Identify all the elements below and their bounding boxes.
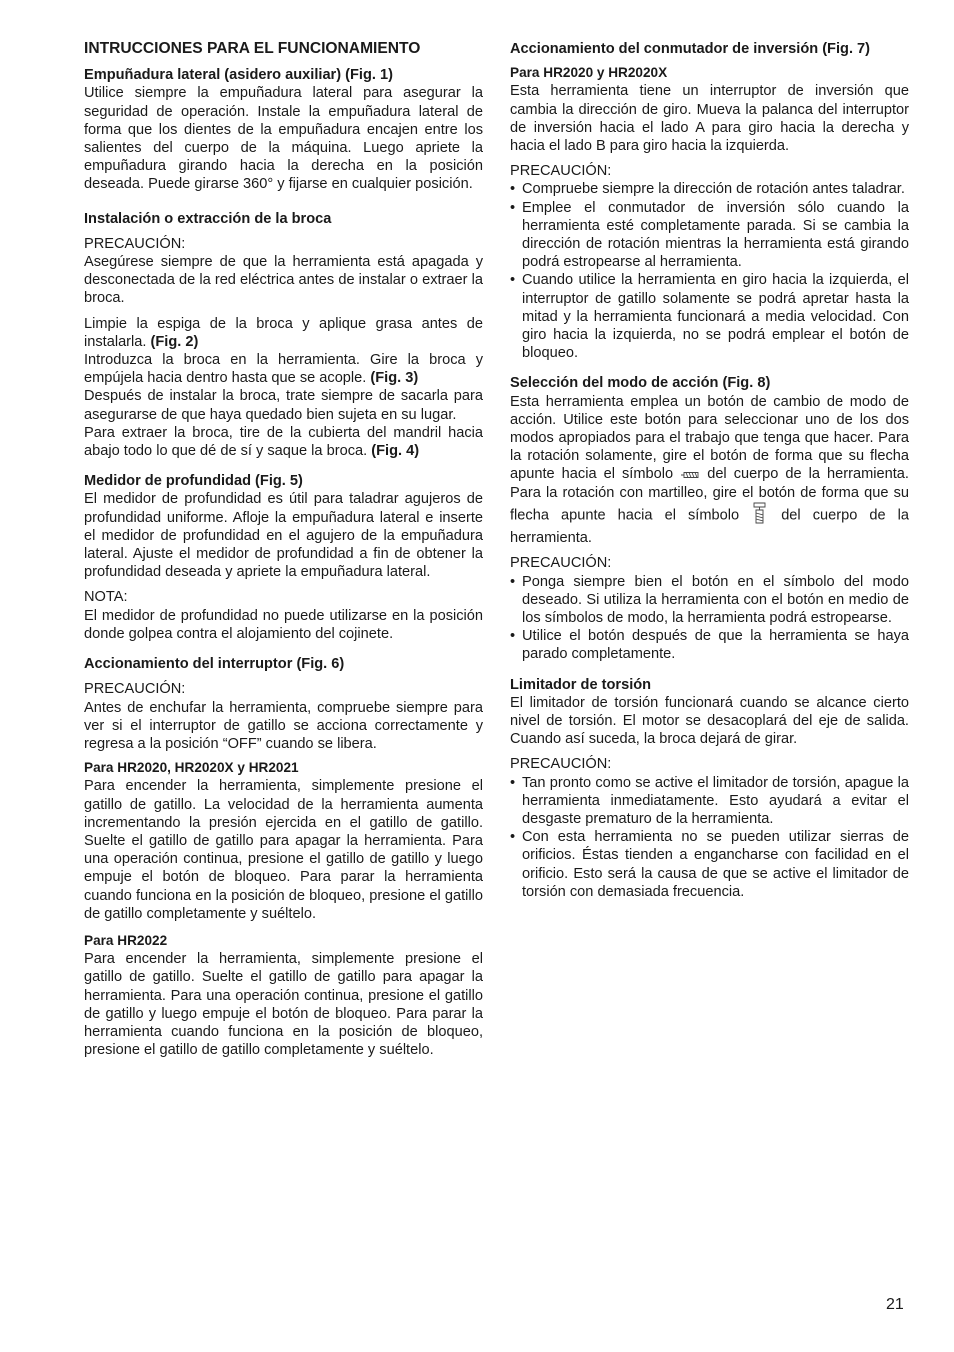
- reverse-switch-caution-label: PRECAUCIÓN:: [510, 163, 612, 180]
- reverse-switch-heading: Accionamiento del conmutador de inversión (Fig. 7): [510, 41, 871, 57]
- bit-install-p4: [84, 424, 483, 460]
- torque-limiter-text: El limitador de torsión funcionará cuando se alcance cierto nivel de torsión. El motor se desacoplará del eje de salida. Cuando así suceda, la broca dejará de girar.: [510, 694, 909, 748]
- drill-bit-rotation-icon: [680, 466, 700, 484]
- action-mode-text-b: del cuerpo de la herramienta. Para la rotación con martilleo, gire el botón de forma que su flecha apunte hacia el símbolo: [510, 466, 909, 524]
- torque-limiter-caution-label: PRECAUCIÓN:: [510, 756, 612, 773]
- fig-2-ref: (Fig. 2): [150, 333, 199, 350]
- switch-caution-label: PRECAUCIÓN:: [84, 681, 186, 698]
- switch-sub1-heading: Para HR2020, HR2020X y HR2021: [84, 760, 299, 776]
- list-item: • Cuando utilice la herramienta en giro hacia la izquierda, el interruptor de gatillo solamente se podrá apretar hasta la mitad y la herramienta funcionará a media velocidad. Con giro hacia la izquierda, no se podrá emplear el botón de bloqueo.: [510, 271, 909, 362]
- action-mode-text: [510, 393, 909, 548]
- switch-sub1-text: Para encender la herramienta, simplemente presione el gatillo de gatillo. La velocidad de la herramienta aumenta incrementando la presión ejercida en el gatillo de gatillo. Suelte el gatillo de gatillo para apagar la herramienta. Para una operación continua, presione el gatillo de gatillo y luego empuje el botón de bloqueo. Para parar la herramienta cuando funciona en la posición de bloqueo, presione el gatillo de gatillo completamente y suéltelo.: [84, 778, 483, 922]
- action-mode-caution-label: PRECAUCIÓN:: [510, 555, 612, 572]
- hammer-rotation-icon: [751, 502, 769, 529]
- list-item: • Tan pronto como se active el limitador de torsión, apague la herramienta inmediatamente. Esto ayudará a evitar el desgaste prematuro de la herramienta.: [510, 774, 909, 829]
- bit-install-caution-label: PRECAUCIÓN:: [84, 235, 186, 252]
- bit-install-caution-text: Asegúrese siempre de que la herramienta está apagada y desconectada de la red eléctrica antes de instalar o extraer la broca.: [84, 254, 483, 307]
- switch-caution-text: Antes de enchufar la herramienta, compruebe siempre para ver si el interruptor de gatillo se acciona correctamente y regresa a la posición “OFF” cuando se libera.: [84, 699, 483, 752]
- bit-install-p1-text: Limpie la espiga de la broca y aplique grasa antes de instalarla.: [84, 315, 483, 350]
- side-handle-text: Utilice siempre la empuñadura lateral para asegurar la seguridad de operación. Instale la empuñadura lateral de forma que los dientes de la empuñadura encajen entre los salientes del cuerpo de la máquina. Luego apriete la empuñadura girando hacia la derecha en la posición deseada. Puede girarse 360° y fijarse en cualquier posición.: [84, 85, 483, 193]
- torque-limiter-heading: Limitador de torsión: [510, 676, 652, 693]
- reverse-switch-sub-heading: Para HR2020 y HR2020X: [510, 65, 668, 81]
- depth-gauge-heading: Medidor de profundidad (Fig. 5): [84, 473, 303, 490]
- list-item: • Compruebe siempre la dirección de rotación antes taladrar.: [510, 180, 909, 198]
- bit-install-p1: [84, 315, 483, 351]
- list-item: • Ponga siempre bien el botón en el símbolo del modo deseado. Si utiliza la herramienta con el botón en medio de los símbolos de modo, la herramienta podrá estropearse.: [510, 573, 909, 628]
- bit-install-p2-text: Introduzca la broca en la herramienta. Gire la broca y empújela hacia dentro hasta que se acople.: [84, 352, 483, 387]
- bit-install-p2: [84, 351, 483, 387]
- side-handle-heading: Empuñadura lateral (asidero auxiliar) (Fig. 1): [84, 67, 393, 84]
- reverse-switch-text: Esta herramienta tiene un interruptor de inversión que cambia la dirección de giro. Mueva la palanca del interruptor de inversión hacia el lado A para giro hacia la derecha y hacia el lado B para giro hacia la izquierda.: [510, 83, 909, 155]
- bit-install-heading: Instalación o extracción de la broca: [84, 210, 332, 227]
- fig-4-ref: (Fig. 4): [371, 443, 420, 460]
- page-number: 21: [886, 1296, 904, 1313]
- switch-sub2-heading: Para HR2022: [84, 932, 168, 948]
- section-title: INTRUCCIONES PARA EL FUNCIONAMIENTO: [84, 40, 421, 57]
- bit-install-p4-text: Para extraer la broca, tire de la cubierta del mandril hacia abajo todo lo que dé de sí y saque la broca.: [84, 424, 483, 460]
- depth-gauge-text: El medidor de profundidad es útil para taladrar agujeros de profundidad uniforme. Afloje la empuñadura lateral e inserte el medidor de profundidad en el agujero de la empuñadura lateral. Ajuste el medidor de profundidad a fin de obtener la profundidad deseada y apriete la empuñadura lateral.: [84, 491, 483, 581]
- list-item: • Utilice el botón después de que la herramienta se haya parado completamente.: [510, 627, 909, 663]
- list-item: • Con esta herramienta no se pueden utilizar sierras de orificios. Éstas tienden a engancharse con facilidad en el orificio. Esto será la causa de que se active el limitador de torsión con demasiada frecuencia.: [510, 828, 909, 901]
- switch-heading: Accionamiento del interruptor (Fig. 6): [84, 656, 345, 673]
- fig-3-ref: (Fig. 3): [370, 370, 419, 387]
- action-mode-text-c: del cuerpo de la herramienta.: [510, 507, 909, 547]
- left-column: [84, 40, 483, 1059]
- action-mode-text-a: Esta herramienta emplea un botón de cambio de modo de acción. Utilice este botón para seleccionar uno de los dos modos apropiados para el trabajo que tenga que hacer. Para la rotación solamente, gire el botón de forma que su flecha apunte hacia el símbolo: [510, 393, 909, 483]
- list-item: • Emplee el conmutador de inversión sólo cuando la herramienta esté completamente parada. Si se cambia la dirección de rotación mientras la herramienta está girando podrá estropearse al herramienta.: [510, 199, 909, 272]
- right-column: [510, 40, 909, 901]
- depth-gauge-note-label: NOTA:: [84, 589, 128, 606]
- bit-install-p3: Después de instalar la broca, trate siempre de sacarla para asegurarse de que haya quedado bien sujeta en su lugar.: [84, 388, 483, 423]
- reverse-switch-caution-list: [510, 180, 909, 362]
- torque-limiter-caution-list: [510, 774, 909, 901]
- switch-sub2-text: Para encender la herramienta, simplemente presione el gatillo de gatillo. Suelte el gatillo de gatillo para apagar la herramienta. Para una operación continua, presione el gatillo de gatillo y luego empuje el botón de bloqueo. Para parar la herramienta cuando funciona en la posición de bloqueo, presione el gatillo de gatillo completamente y suéltelo.: [84, 951, 483, 1059]
- action-mode-heading: Selección del modo de acción (Fig. 8): [510, 375, 771, 392]
- action-mode-caution-list: [510, 573, 909, 664]
- depth-gauge-note-text: El medidor de profundidad no puede utilizarse en la posición donde golpea contra el alojamiento del cojinete.: [84, 607, 483, 642]
